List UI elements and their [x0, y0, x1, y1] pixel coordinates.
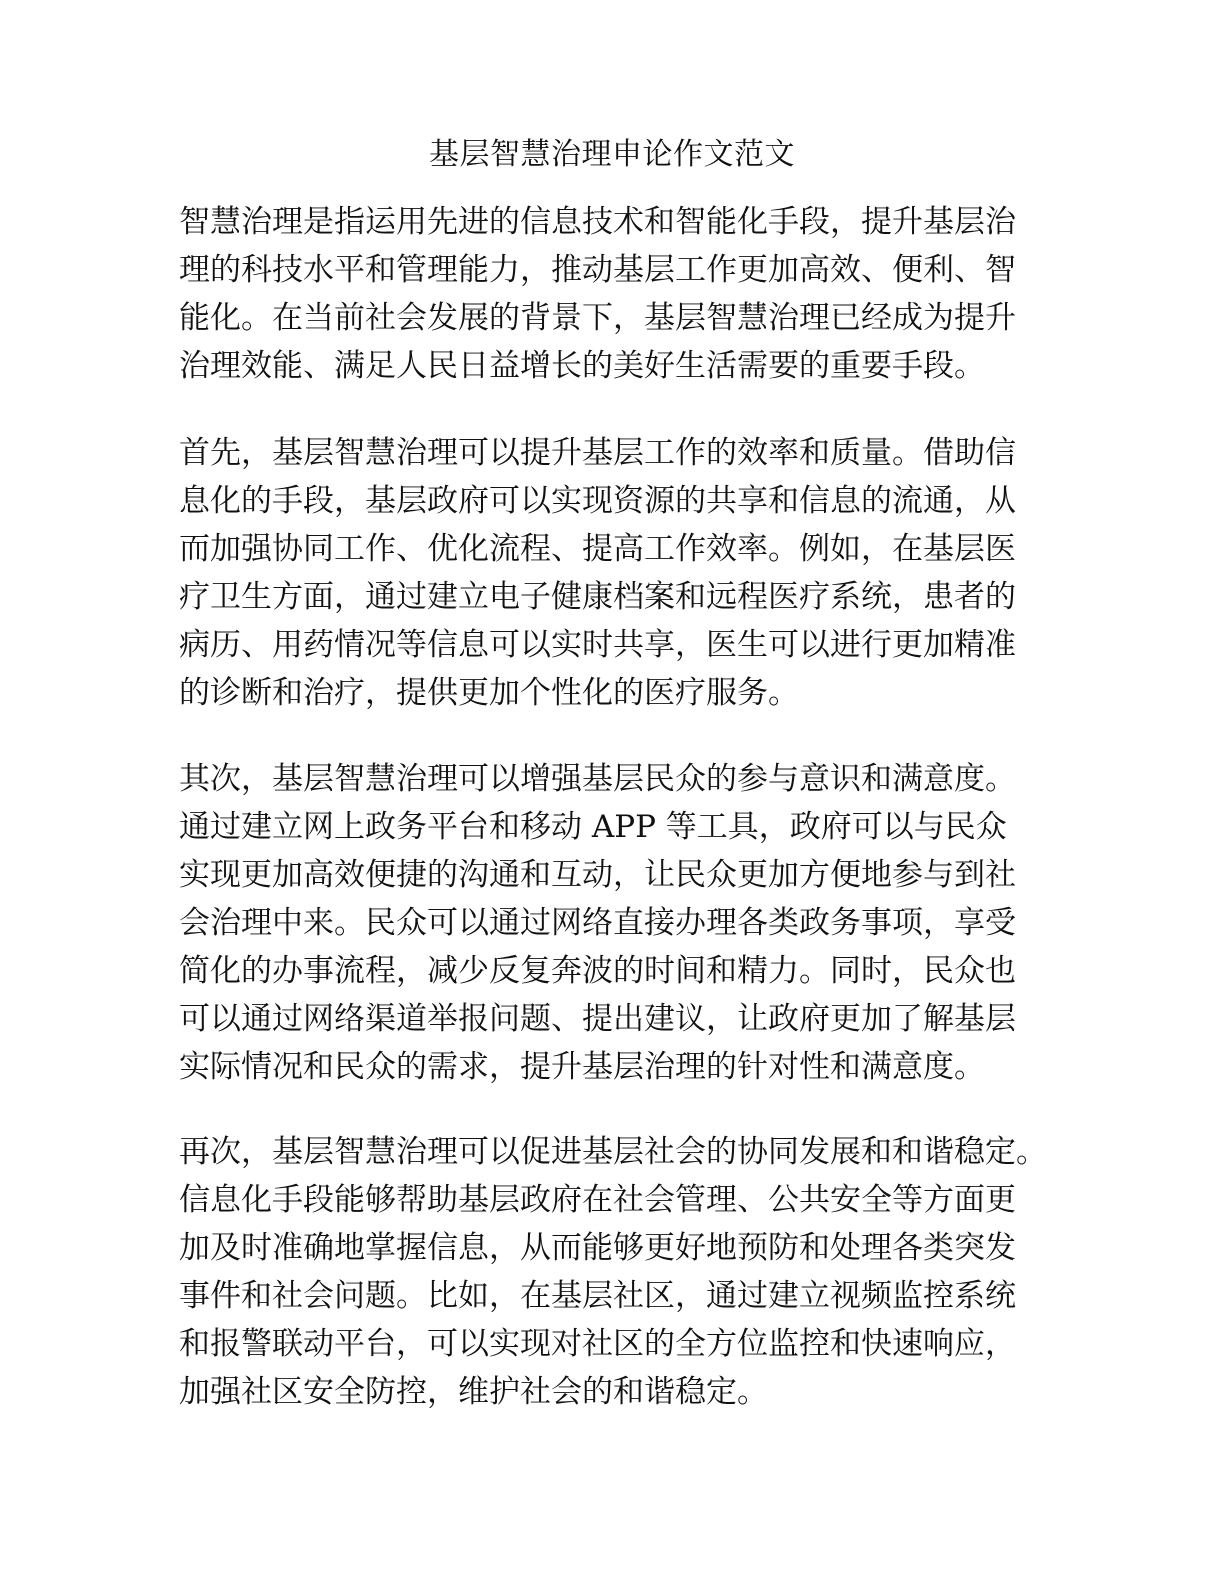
paragraph-intro — [179, 198, 1079, 390]
paragraph-line: 能化。在当前社会发展的背景下，基层智慧治理已经成为提升 — [179, 300, 1016, 336]
paragraph-line: 智慧治理是指运用先进的信息技术和智能化手段，提升基层治 — [179, 204, 1016, 240]
paragraph-line: 事件和社会问题。比如，在基层社区，通过建立视频监控系统 — [179, 1278, 1016, 1314]
paragraph-line: 和报警联动平台，可以实现对社区的全方位监控和快速响应， — [179, 1326, 1016, 1362]
paragraph-line: 简化的办事流程，减少反复奔波的时间和精力。同时，民众也 — [179, 953, 1016, 989]
paragraph-line: 会治理中来。民众可以通过网络直接办理各类政务事项，享受 — [179, 905, 1016, 941]
paragraph-line: 其次，基层智慧治理可以增强基层民众的参与意识和满意度。 — [179, 761, 1016, 797]
paragraph-line: 理的科技水平和管理能力，推动基层工作更加高效、便利、智 — [179, 252, 1016, 288]
paragraph-first — [179, 429, 1079, 717]
paragraph-second — [179, 755, 1079, 1091]
paragraph-line: 实现更加高效便捷的沟通和互动，让民众更加方便地参与到社 — [179, 857, 1016, 893]
paragraph-third — [179, 1128, 1079, 1416]
paragraph-line: 首先，基层智慧治理可以提升基层工作的效率和质量。借助信 — [179, 435, 1016, 471]
paragraph-line: 病历、用药情况等信息可以实时共享，医生可以进行更加精准 — [179, 627, 1016, 663]
paragraph-line: 疗卫生方面，通过建立电子健康档案和远程医疗系统，患者的 — [179, 579, 1016, 615]
paragraph-line: 再次，基层智慧治理可以促进基层社会的协同发展和和谐稳定。 — [179, 1134, 1047, 1170]
paragraph-line: 而加强协同工作、优化流程、提高工作效率。例如，在基层医 — [179, 531, 1016, 567]
document-title: 基层智慧治理申论作文范文 — [429, 137, 795, 172]
paragraph-line: 治理效能、满足人民日益增长的美好生活需要的重要手段。 — [179, 348, 985, 384]
paragraph-line: 的诊断和治疗，提供更加个性化的医疗服务。 — [179, 675, 799, 711]
paragraph-line: 息化的手段，基层政府可以实现资源的共享和信息的流通，从 — [179, 483, 1016, 519]
paragraph-line: 实际情况和民众的需求，提升基层治理的针对性和满意度。 — [179, 1049, 985, 1085]
paragraph-line: 可以通过网络渠道举报问题、提出建议，让政府更加了解基层 — [179, 1001, 1016, 1037]
paragraph-line: 加强社区安全防控，维护社会的和谐稳定。 — [179, 1374, 768, 1410]
paragraph-line: 信息化手段能够帮助基层政府在社会管理、公共安全等方面更 — [179, 1182, 1016, 1218]
paragraph-line: 通过建立网上政务平台和移动 APP 等工具，政府可以与民众 — [179, 809, 1007, 845]
paragraph-line: 加及时准确地掌握信息，从而能够更好地预防和处理各类突发 — [179, 1230, 1016, 1266]
